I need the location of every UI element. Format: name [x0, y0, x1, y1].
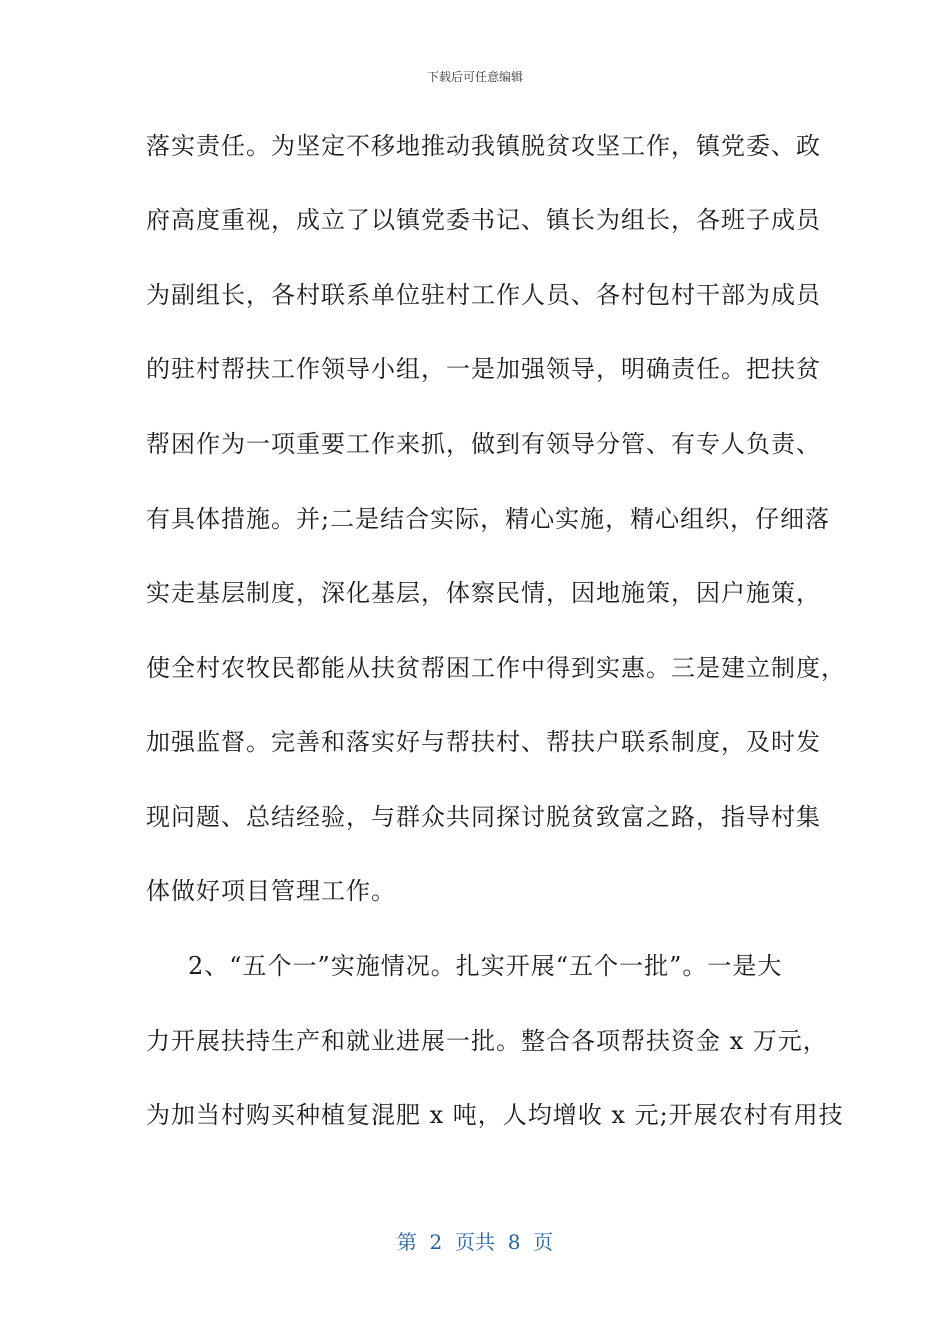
body-line: 落实责任。为坚定不移地推动我镇脱贫攻坚工作，镇党委、政 [146, 132, 821, 160]
body-line: 有具体措施。并;二是结合实际，精心实施，精心组织，仔细落 [146, 505, 831, 533]
body-line: 力开展扶持生产和就业进展一批。整合各项帮扶资金 x 万元， [146, 1027, 828, 1055]
body-line: 实走基层制度，深化基层，体察民情，因地施策，因户施策， [146, 579, 821, 607]
page-number-footer: 第 2 页共 8 页 [396, 1230, 554, 1254]
body-line: 现问题、总结经验，与群众共同探讨脱贫致富之路，指导村集 [146, 803, 821, 831]
body-line: 为副组长，各村联系单位驻村工作人员、各村包村干部为成员 [146, 281, 821, 309]
body-line: 为加当村购买种植复混肥 x 吨，人均增收 x 元;开展农村有用技 [146, 1101, 844, 1129]
body-line: 加强监督。完善和落实好与帮扶村、帮扶户联系制度，及时发 [146, 728, 821, 756]
paragraph-start-line: 2、“五个一”实施情况。扎实开展“五个一批”。一是大 [188, 952, 783, 980]
body-line: 体做好项目管理工作。 [146, 877, 396, 905]
body-line: 的驻村帮扶工作领导小组，一是加强领导，明确责任。把扶贫 [146, 355, 821, 383]
body-line: 帮困作为一项重要工作来抓，做到有领导分管、有专人负责、 [146, 430, 821, 458]
body-line: 府高度重视，成立了以镇党委书记、镇长为组长，各班子成员 [146, 206, 821, 234]
body-line: 使全村农牧民都能从扶贫帮困工作中得到实惠。三是建立制度， [146, 654, 846, 682]
header-note: 下载后可任意编辑 [426, 70, 523, 84]
